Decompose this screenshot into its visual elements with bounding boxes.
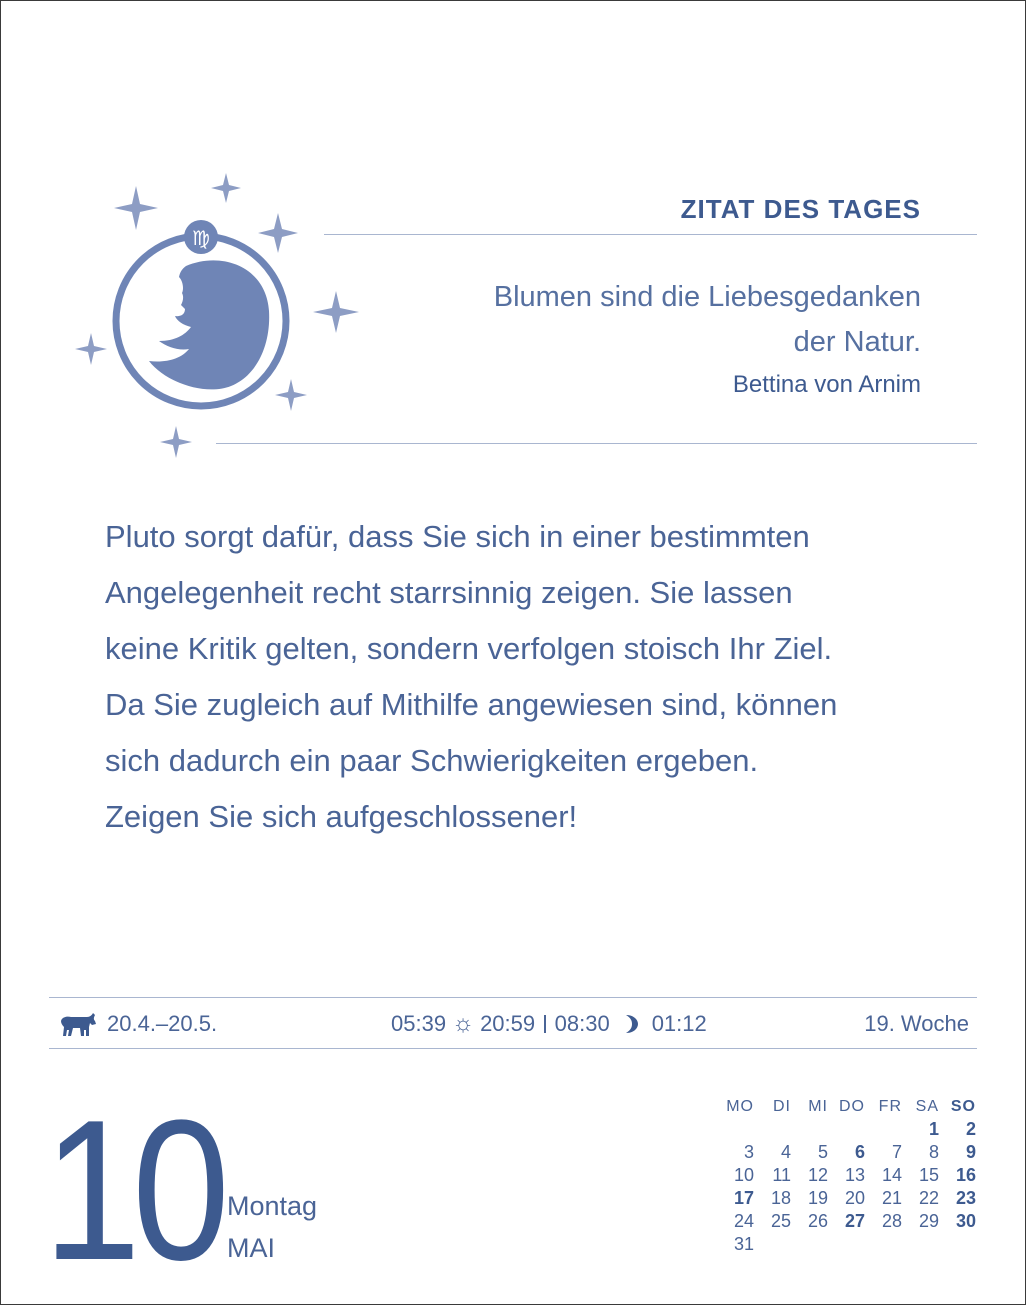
horoscope-text: [105, 509, 945, 845]
horoscope-line: sich dadurch ein paar Schwierigkeiten ergeben.: [105, 743, 759, 778]
calendar-week-row: [717, 1164, 976, 1187]
sun-icon: ☼: [452, 1010, 475, 1037]
horoscope-line: Da Sie zugleich auf Mithilfe angewiesen sind, können: [105, 687, 838, 722]
calendar-empty-cell: [865, 1118, 902, 1141]
calendar-day: 7: [891, 1142, 902, 1162]
separator: [544, 1015, 546, 1033]
calendar-day: 20: [844, 1188, 865, 1208]
calendar-day: 1: [928, 1119, 939, 1139]
month-label: MAI: [227, 1233, 276, 1263]
calendar-week-row: [717, 1118, 976, 1141]
calendar-empty-cell: [754, 1233, 791, 1256]
calendar-day: 12: [807, 1165, 828, 1185]
day-number: 10: [43, 1079, 222, 1302]
calendar-day: 23: [955, 1188, 976, 1208]
calendar-day: 4: [780, 1142, 791, 1162]
sun-moon-times: [391, 1009, 707, 1039]
quote-bottom-divider: [216, 443, 977, 444]
weekday-header: MI: [808, 1098, 828, 1115]
calendar-empty-cell: [791, 1233, 828, 1256]
calendar-empty-cell: [828, 1233, 865, 1256]
calendar-day: 3: [743, 1142, 754, 1162]
quote-top-divider: [324, 234, 977, 235]
calendar-week-row: [717, 1233, 976, 1256]
calendar-empty-cell: [754, 1118, 791, 1141]
infobar-bottom-divider: [49, 1048, 977, 1049]
sunset-time: 20:59: [480, 1011, 536, 1036]
calendar-day: 19: [807, 1188, 828, 1208]
weekday-header: SA: [915, 1098, 939, 1115]
weekday-header: MO: [726, 1098, 754, 1115]
calendar-day: 27: [844, 1211, 865, 1231]
moonset-time: 01:12: [651, 1011, 707, 1036]
weekday-header: SO: [950, 1098, 976, 1115]
calendar-day: 14: [881, 1165, 902, 1185]
calendar-day: 26: [807, 1211, 828, 1231]
calendar-day: 21: [881, 1188, 902, 1208]
calendar-day: 9: [965, 1142, 976, 1162]
month-calendar: [717, 1095, 976, 1256]
calendar-day: 30: [955, 1211, 976, 1231]
moon-icon: [622, 1013, 640, 1035]
calendar-week-row: [717, 1141, 976, 1164]
calendar-day: 13: [844, 1165, 865, 1185]
calendar-header-row: [717, 1095, 976, 1118]
sunrise-time: 05:39: [391, 1011, 447, 1036]
horoscope-line: Zeigen Sie sich aufgeschlossener!: [105, 799, 578, 834]
weekday-header: DO: [839, 1098, 865, 1115]
calendar-day: 25: [770, 1211, 791, 1231]
calendar-day: 15: [918, 1165, 939, 1185]
weekday-header: DI: [773, 1098, 791, 1115]
calendar-empty-cell: [939, 1233, 976, 1256]
calendar-day: 10: [733, 1165, 754, 1185]
moonrise-time: 08:30: [554, 1011, 610, 1036]
calendar-empty-cell: [828, 1118, 865, 1141]
calendar-week-row: [717, 1210, 976, 1233]
calendar-day: 29: [918, 1211, 939, 1231]
sign-date-range: 20.4.–20.5.: [107, 1011, 218, 1036]
calendar-empty-cell: [865, 1233, 902, 1256]
calendar-day: 16: [955, 1165, 976, 1185]
calendar-day: 24: [733, 1211, 754, 1231]
zodiac-sign-range: [59, 1009, 217, 1039]
horoscope-line: keine Kritik gelten, sondern verfolgen stoisch Ihr Ziel.: [105, 631, 833, 666]
calendar-empty-cell: [717, 1118, 754, 1141]
infobar-top-divider: [49, 997, 977, 998]
calendar-day: 11: [772, 1165, 791, 1185]
week-number: 19. Woche: [864, 1011, 969, 1036]
calendar-day: 28: [881, 1211, 902, 1231]
weekday-header: FR: [878, 1098, 902, 1115]
calendar-day: 6: [854, 1142, 865, 1162]
horoscope-line: Pluto sorgt dafür, dass Sie sich in einer bestimmten: [105, 519, 810, 554]
horoscope-line: Angelegenheit recht starrsinnig zeigen. Sie lassen: [105, 575, 793, 610]
calendar-day: 22: [918, 1188, 939, 1208]
virgo-emblem: [71, 171, 371, 471]
calendar-day: 17: [733, 1188, 754, 1208]
calendar-day: 5: [817, 1142, 828, 1162]
quote-line-2: der Natur.: [793, 326, 921, 358]
quote-line-1: Blumen sind die Liebesgedanken: [493, 281, 921, 313]
weekday-label: Montag: [227, 1191, 318, 1221]
calendar-empty-cell: [791, 1118, 828, 1141]
svg-text:♍: ♍: [192, 226, 210, 250]
quote-text: [361, 275, 921, 365]
quote-author: Bettina von Arnim: [732, 371, 921, 398]
calendar-empty-cell: [902, 1233, 939, 1256]
calendar-day: 31: [733, 1234, 754, 1254]
calendar-day: 2: [965, 1119, 976, 1139]
calendar-day: 8: [928, 1142, 939, 1162]
taurus-bull-icon: [59, 1011, 97, 1037]
calendar-week-row: [717, 1187, 976, 1210]
calendar-day: 18: [770, 1188, 791, 1208]
quote-heading: ZITAT DES TAGES: [680, 194, 921, 224]
